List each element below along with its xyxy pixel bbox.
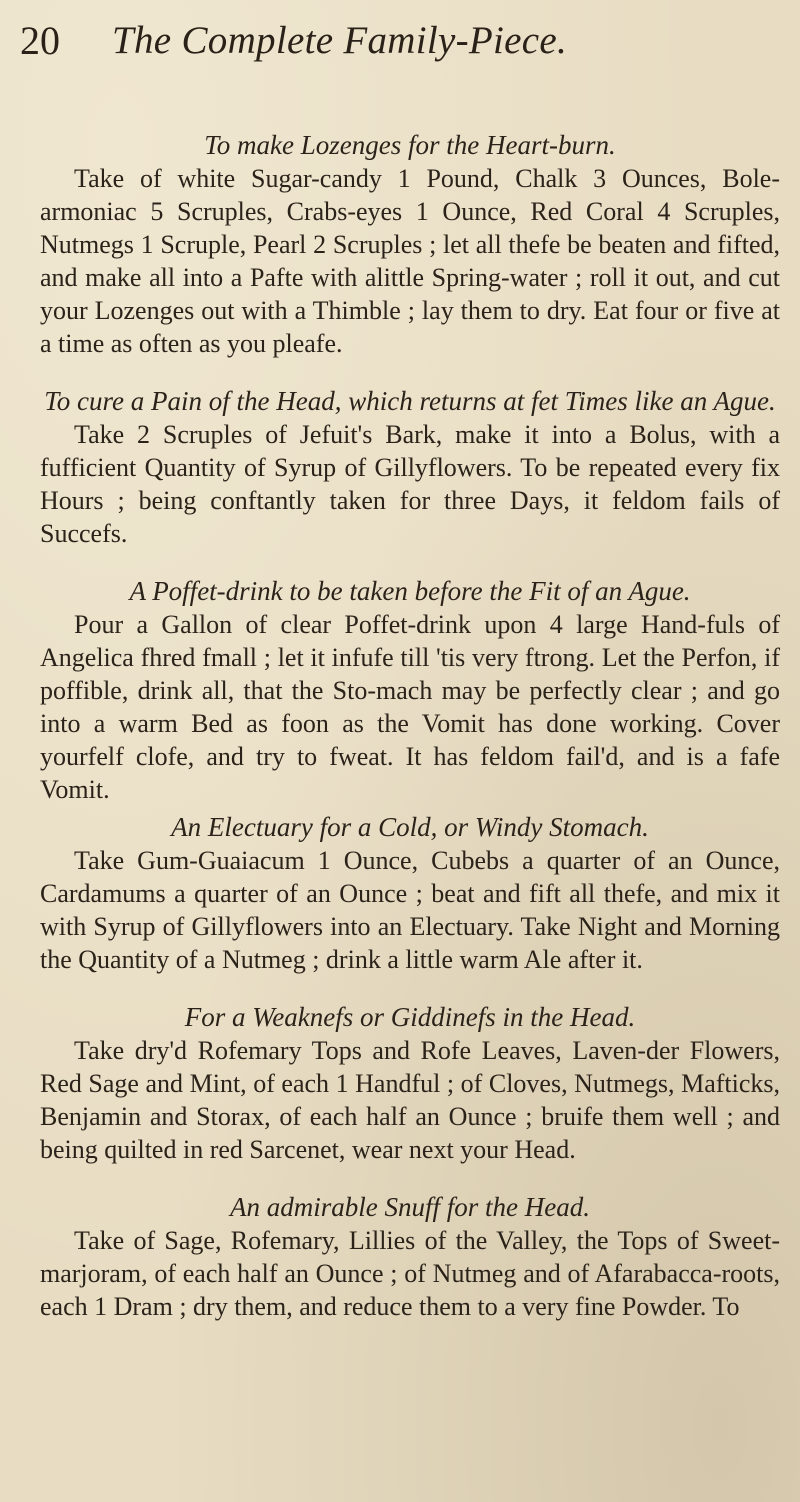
recipe-title: A Poffet-drink to be taken before the Fit of an Ague. <box>129 576 691 606</box>
recipe-snuff <box>40 1190 780 1323</box>
recipe-text: Take Gum-Guaiacum 1 Ounce, Cubebs a quarter of an Ounce, Cardamums a quarter of an Ounce ; beat and fift all thefe, and mix it with Syrup of Gillyflowers into an Electuary. Take Night and Morning the Quantity of a Nutmeg ; drink a little warm Ale after it. <box>40 846 780 974</box>
recipe-title: To cure a Pain of the Head, which returns at fet Times like an Ague. <box>44 386 776 416</box>
recipe-weakness-giddiness <box>40 1000 780 1166</box>
recipe-posset-drink <box>40 574 780 806</box>
recipe-title: An admirable Snuff for the Head. <box>230 1192 590 1222</box>
page-number: 20 <box>20 18 60 63</box>
recipe-text: Take of Sage, Rofemary, Lillies of the Valley, the Tops of Sweet-marjoram, of each half an Ounce ; of Nutmeg and of Afarabacca-roots, each 1 Dram ; dry them, and reduce them to a very fine Powder. To <box>40 1226 780 1321</box>
recipe-title: To make Lozenges for the Heart-burn. <box>204 130 616 160</box>
recipe-title: An Electuary for a Cold, or Windy Stomach. <box>171 812 649 842</box>
recipe-lozenges-heartburn <box>40 128 780 360</box>
running-head: The Complete Family-Piece. <box>112 19 568 62</box>
page-body <box>40 128 780 1323</box>
recipe-text: Pour a Gallon of clear Poffet-drink upon 4 large Hand-fuls of Angelica fhred fmall ; let it infufe till 'tis very ftrong. Let the Perfon, if poffible, drink all, that the Sto-mach may be perfectly clear ; and go into a warm Bed as foon as the Vomit has done working. Cover yourfelf clofe, and try to fweat. It has feldom fail'd, and is a fafe Vomit. <box>40 610 780 804</box>
recipe-text: Take 2 Scruples of Jefuit's Bark, make it into a Bolus, with a fufficient Quantity of Syrup of Gillyflowers. To be repeated every fix Hours ; being conftantly taken for three Days, it feldom fails of Succefs. <box>40 420 780 548</box>
recipe-title: For a Weaknefs or Giddinefs in the Head. <box>184 1002 636 1032</box>
recipe-text: Take dry'd Rofemary Tops and Rofe Leaves, Laven-der Flowers, Red Sage and Mint, of each 1 Handful ; of Cloves, Nutmegs, Mafticks, Benjamin and Storax, of each half an Ounce ; bruife them well ; and being quilted in red Sarcenet, wear next your Head. <box>40 1036 780 1164</box>
recipe-pain-of-head <box>40 384 780 550</box>
page-header <box>20 8 780 68</box>
recipe-text: Take of white Sugar-candy 1 Pound, Chalk 3 Ounces, Bole-armoniac 5 Scruples, Crabs-eyes 1 Ounce, Red Coral 4 Scruples, Nutmegs 1 Scruple, Pearl 2 Scruples ; let all thefe be beaten and fifted, and make all into a Pafte with alittle Spring-water ; roll it out, and cut your Lozenges out with a Thimble ; lay them to dry. Eat four or five at a time as often as you pleafe. <box>40 164 780 358</box>
recipe-electuary <box>40 810 780 976</box>
